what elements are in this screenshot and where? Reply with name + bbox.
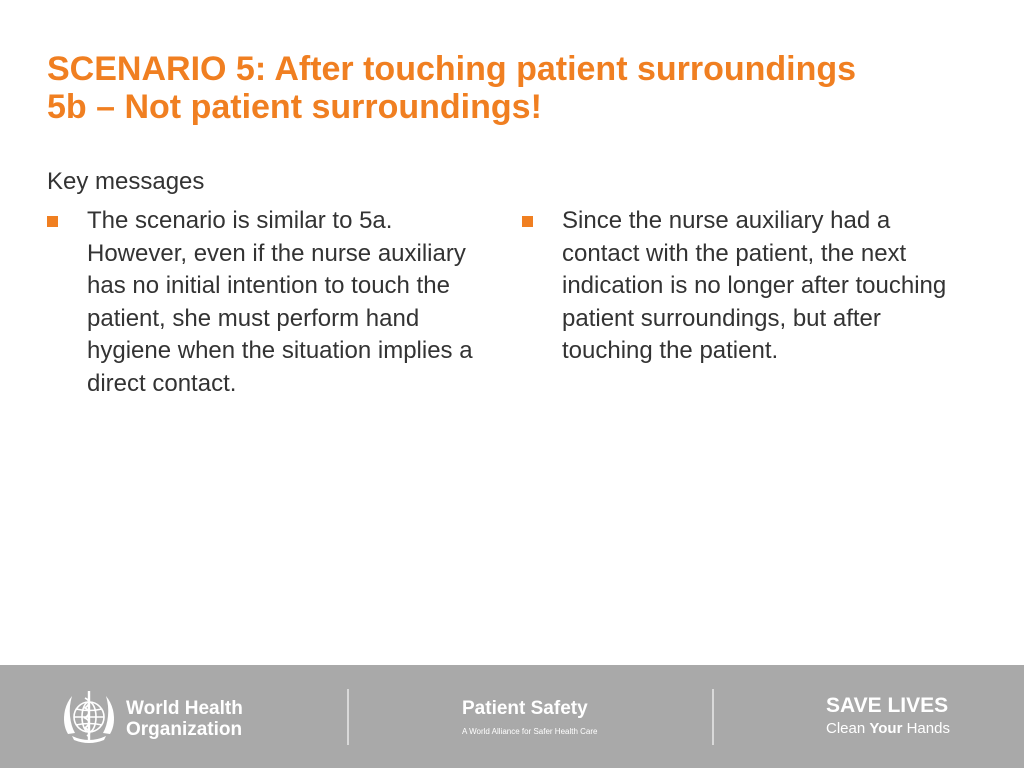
slide-title-line-1: SCENARIO 5: After touching patient surroundings [47,50,857,88]
key-messages-heading: Key messages [47,168,205,195]
slide-title-line-2: 5b – Not patient surroundings! [47,88,542,126]
tagline-hands: Hands [902,720,950,737]
tagline-your: Your [869,720,903,737]
patient-safety-subtitle: A World Alliance for Safer Health Care [462,727,598,736]
who-name-line-2: Organization [126,719,243,740]
tagline-clean: Clean [826,720,870,737]
square-bullet-icon [522,216,533,227]
bullet-column-left [47,205,497,400]
who-emblem-icon [58,686,120,748]
bullet-text-right: Since the nurse auxiliary had a contact with the patient, the next indication is no longer after touching patient surroundings, but after touching the patient. [562,207,947,364]
footer-divider-2 [712,689,714,745]
bullet-column-right [522,205,972,368]
patient-safety-title: Patient Safety [462,698,588,719]
bullet-text-left: The scenario is similar to 5a. However, even if the nurse auxiliary has no initial intention to touch the patient, she must perform hand hygiene when the situation implies a direct contact. [87,207,473,397]
bullet-item-right [522,205,972,368]
square-bullet-icon [47,216,58,227]
who-name-line-1: World Health [126,698,243,719]
clean-your-hands-tagline [826,720,950,737]
footer-divider-1 [347,689,349,745]
bullet-item-left [47,205,497,400]
who-wordmark [126,698,243,740]
save-lives-title: SAVE LIVES [826,694,949,717]
footer-bar [0,665,1024,768]
slide-title [47,50,1007,126]
